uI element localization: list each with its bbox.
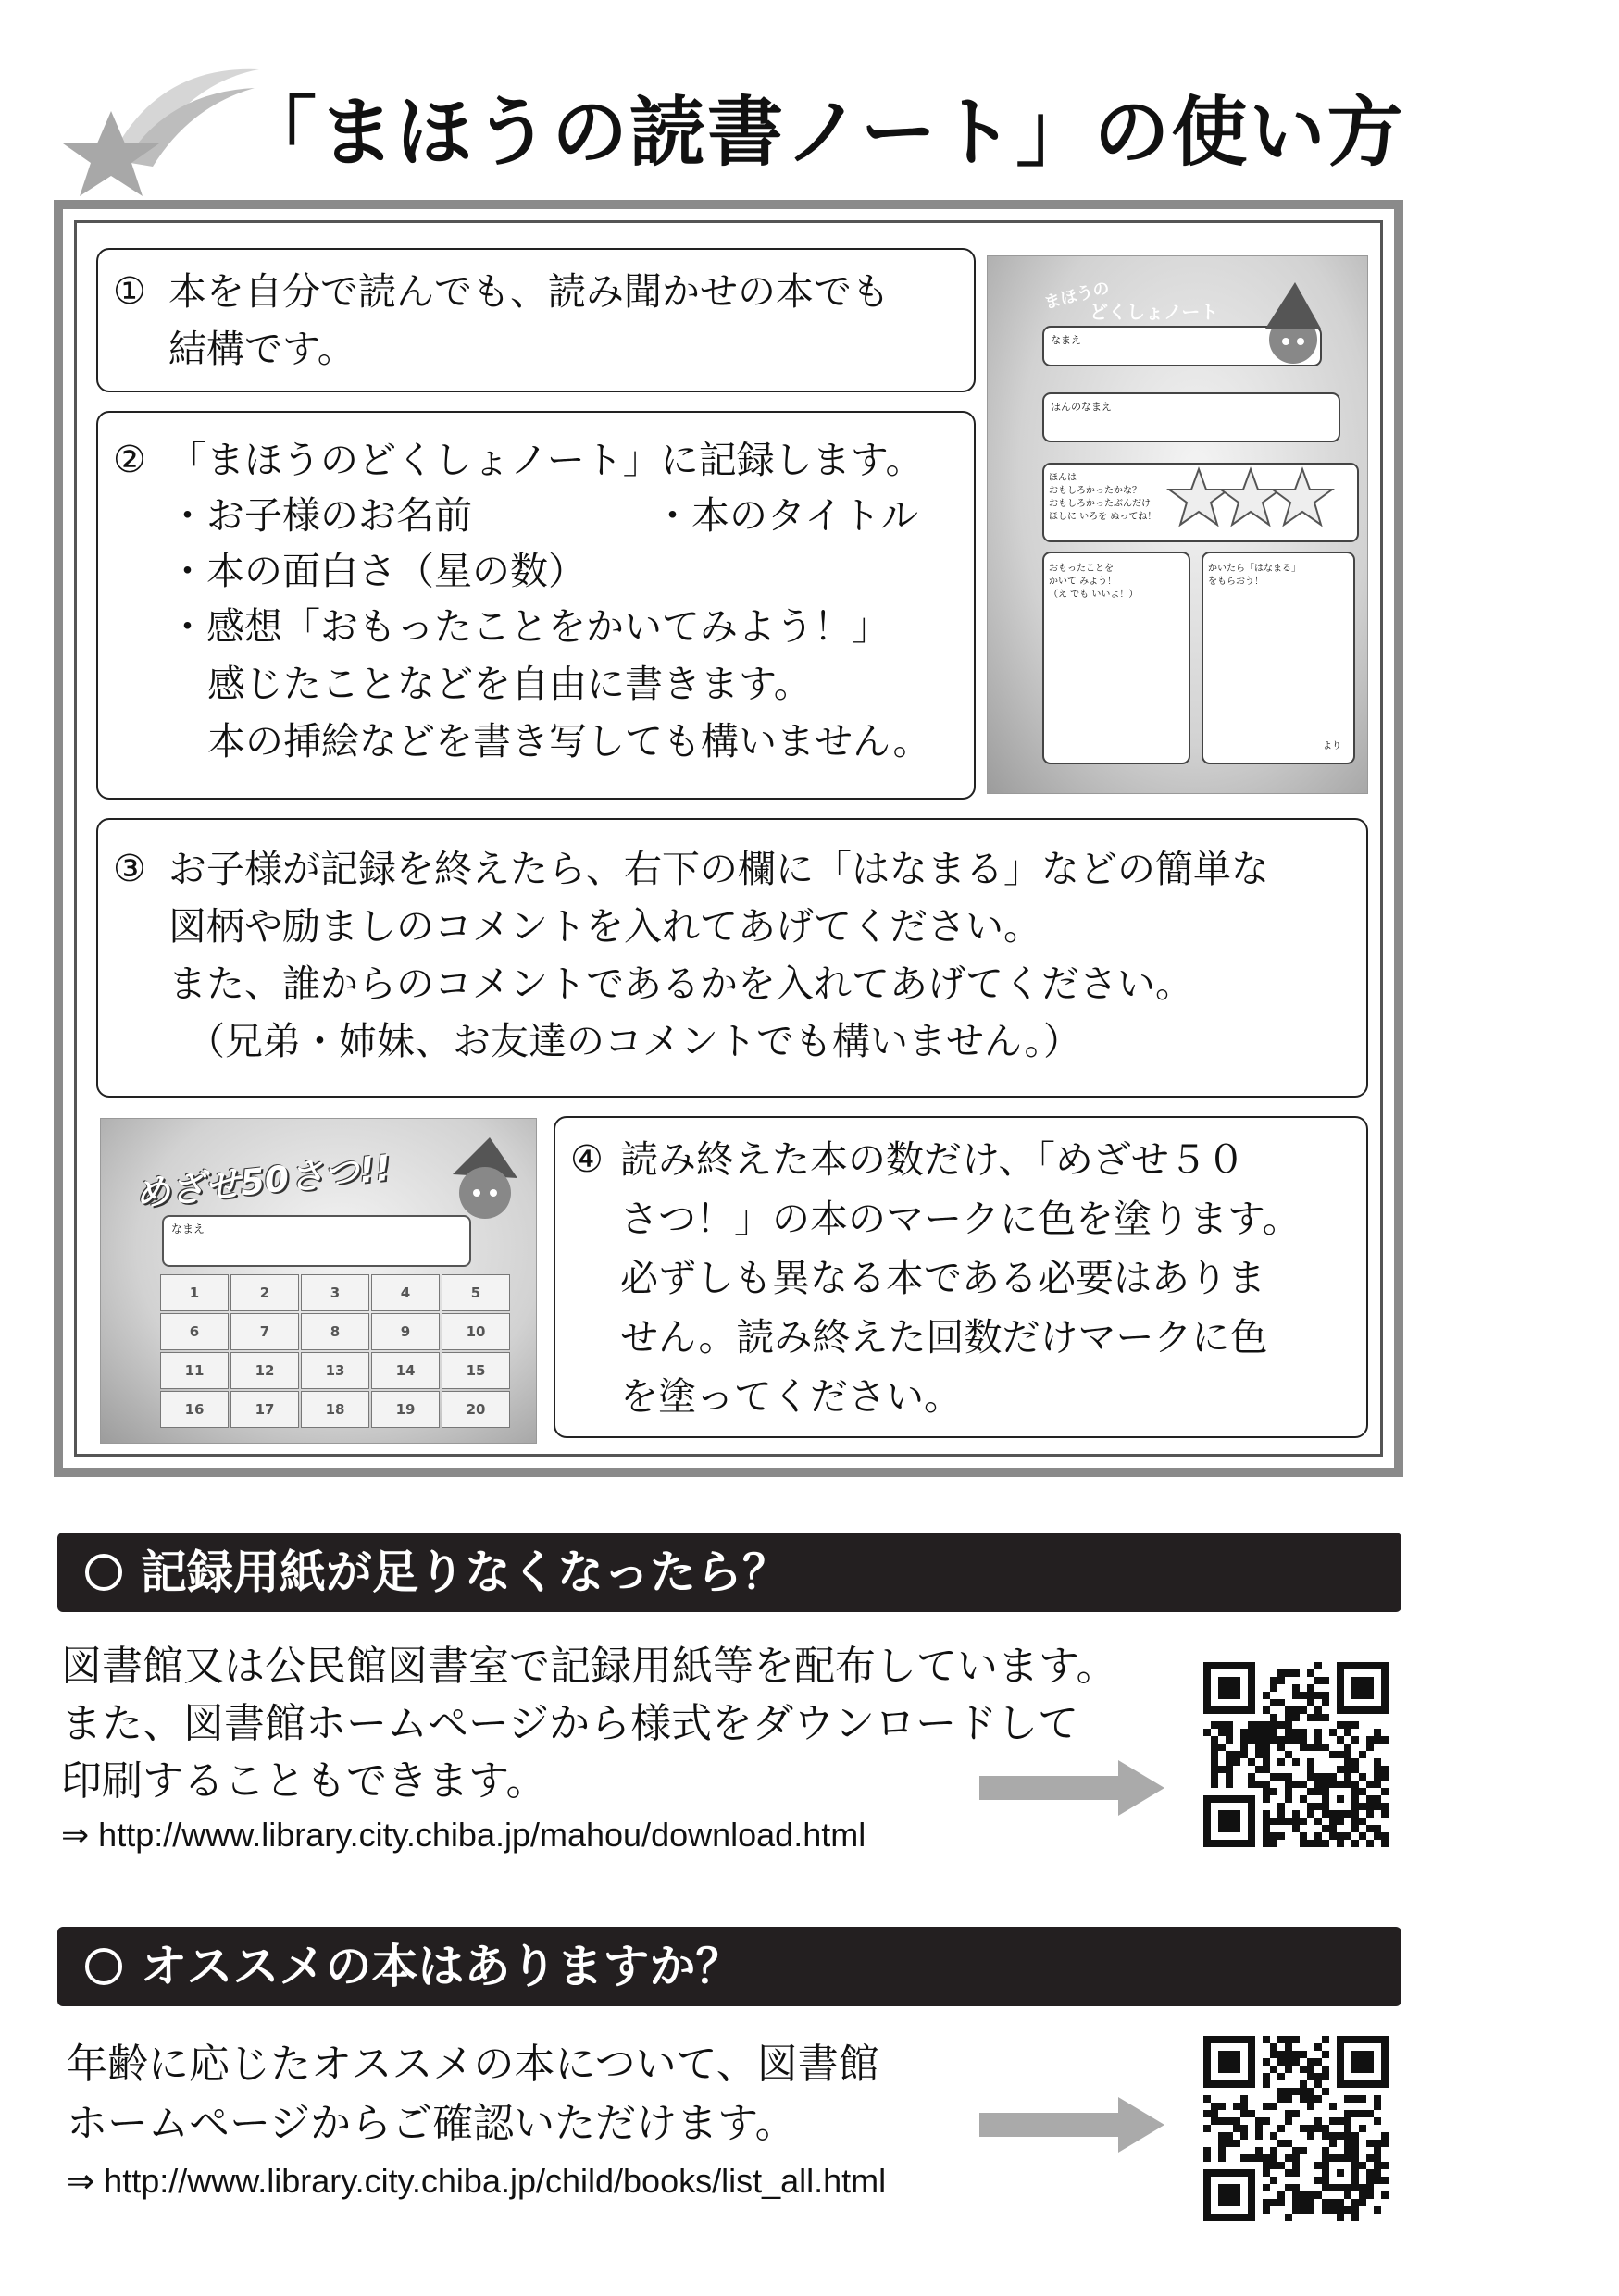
download-link[interactable]: ⇒ http://www.library.city.chiba.jp/mahou/download.html — [61, 1816, 866, 1854]
fifty-books-thumbnail — [100, 1118, 537, 1444]
book-mark-cell: 15 — [442, 1352, 510, 1389]
step-text: さつ！」の本のマークに色を塗ります。 — [620, 1197, 1301, 1241]
step-number: ④ — [570, 1138, 604, 1181]
book-mark-cell: 4 — [371, 1274, 440, 1311]
qr-code-books[interactable] — [1203, 2036, 1389, 2221]
section-heading-text: 記録用紙が足りなくなったら？ — [141, 1545, 789, 1599]
fifty-thumb-name-label: なまえ — [171, 1222, 205, 1235]
note-thumb-stars-label: おもしろかったぶんだけ — [1049, 499, 1151, 509]
note-thumb-title-2: どくしょノート — [1090, 301, 1219, 323]
note-thumb-comment-label: かいたら「はなまる」 — [1208, 564, 1301, 574]
book-mark-cell: 11 — [160, 1352, 229, 1389]
step-text: 読み終えた本の数だけ、「めざせ５０ — [620, 1137, 1245, 1182]
book-mark-cell: 1 — [160, 1274, 229, 1311]
step-text: お子様が記録を終えたら、右下の欄に「はなまる」などの簡単な — [168, 847, 1269, 891]
step-text: ・本の面白さ（星の数） — [168, 549, 586, 593]
book-mark-cell: 20 — [442, 1391, 510, 1428]
section-heading-record-sheets — [57, 1533, 1401, 1612]
book-mark-cell: 16 — [160, 1391, 229, 1428]
section1-text: 図書館又は公民館図書室で記録用紙等を配布しています。 — [61, 1643, 1117, 1690]
book-mark-cell: 7 — [230, 1313, 299, 1350]
book-mark-cell: 19 — [371, 1391, 440, 1428]
circle-icon — [85, 1554, 122, 1591]
step-text: 「まほうのどくしょノート」に記録します。 — [168, 438, 924, 482]
step-3-box — [96, 818, 1368, 1098]
shooting-star-icon — [56, 46, 268, 213]
step-1-box — [96, 248, 976, 392]
note-thumb-stars-label: ほしに いろを ぬってね！ — [1049, 512, 1157, 522]
book-mark-cell: 8 — [301, 1313, 369, 1350]
note-thumb-title-1: まほうの — [1041, 278, 1112, 314]
book-mark-cell: 5 — [442, 1274, 510, 1311]
note-thumb-stars-label: ほんは — [1049, 473, 1077, 483]
note-thumb-from-label: より — [1323, 741, 1341, 751]
book-mark-cell: 9 — [371, 1313, 440, 1350]
reading-note-thumbnail — [987, 255, 1368, 794]
qr-code-download[interactable] — [1203, 1662, 1389, 1847]
book-mark-cell: 12 — [230, 1352, 299, 1389]
circle-icon — [85, 1948, 122, 1985]
note-thumb-impression-label: かいて みよう！ — [1049, 577, 1117, 587]
note-thumb-stars-label: おもしろかったかな？ — [1049, 486, 1141, 496]
step-text: ・感想「おもったことをかいてみよう！」 — [168, 604, 890, 649]
note-thumb-name-label: なまえ — [1051, 334, 1081, 346]
book-mark-cell: 17 — [230, 1391, 299, 1428]
reading-note-illustration — [988, 256, 1367, 793]
step-text: 図柄や励ましのコメントを入れてあげてください。 — [168, 904, 1041, 949]
step-text: 本の挿絵などを書き写しても構いません。 — [207, 719, 931, 763]
book-mark-cell: 13 — [301, 1352, 369, 1389]
section-heading-recommended-books — [57, 1927, 1401, 2006]
section-heading-text: オススメの本はありますか？ — [141, 1940, 742, 1993]
section2-text: 年齢に応じたオススメの本について、図書館 — [67, 2041, 879, 2088]
title-area — [56, 37, 1407, 176]
step-number: ② — [113, 439, 146, 481]
step-text: せん。読み終えた回数だけマークに色 — [620, 1315, 1268, 1359]
step-text: 感じたことなどを自由に書きます。 — [207, 662, 812, 706]
note-thumb-impression-label: おもったことを — [1049, 564, 1114, 574]
section1-text: 印刷することもできます。 — [61, 1757, 547, 1805]
book-mark-cell: 6 — [160, 1313, 229, 1350]
page-title: 「まほうの読書ノート」の使い方 — [241, 89, 1405, 177]
step-text: （兄弟・姉妹、お友達のコメントでも構いません。） — [187, 1019, 1081, 1063]
step-number: ③ — [113, 848, 146, 890]
step-2-box — [96, 411, 976, 800]
step-text: ・本のタイトル — [654, 493, 919, 538]
step-text: ・お子様のお名前 — [168, 493, 472, 538]
note-thumb-book-label: ほんのなまえ — [1051, 401, 1112, 413]
note-thumb-comment-label: をもらおう！ — [1208, 577, 1264, 587]
step-4-box — [554, 1116, 1368, 1438]
book-mark-cell: 3 — [301, 1274, 369, 1311]
arrow-right-icon — [979, 2097, 1164, 2153]
step-text: 本を自分で読んでも、読み聞かせの本でも — [168, 269, 890, 314]
step-text: また、誰からのコメントであるかを入れてあげてください。 — [168, 962, 1193, 1006]
fifty-thumb-grid — [160, 1274, 530, 1441]
book-mark-cell: 18 — [301, 1391, 369, 1428]
fifty-thumb-name-box — [162, 1215, 471, 1267]
section2-text: ホームページからご確認いただけます。 — [67, 2100, 796, 2147]
book-mark-cell: 2 — [230, 1274, 299, 1311]
section1-text: また、図書館ホームページから様式をダウンロードして — [61, 1700, 1079, 1747]
books-list-link[interactable]: ⇒ http://www.library.city.chiba.jp/child/books/list_all.html — [67, 2162, 887, 2200]
step-text: を塗ってください。 — [620, 1374, 962, 1419]
arrow-right-icon — [979, 1760, 1164, 1816]
step-text: 必ずしも異なる本である必要はありま — [620, 1256, 1265, 1300]
fifty-thumb-title: めざせ50さつ!! — [132, 1147, 393, 1215]
step-text: 結構です。 — [168, 327, 355, 371]
note-thumb-impression-label: （え でも いいよ！） — [1049, 590, 1139, 600]
step-number: ① — [113, 270, 146, 313]
book-mark-cell: 14 — [371, 1352, 440, 1389]
book-mark-cell: 10 — [442, 1313, 510, 1350]
